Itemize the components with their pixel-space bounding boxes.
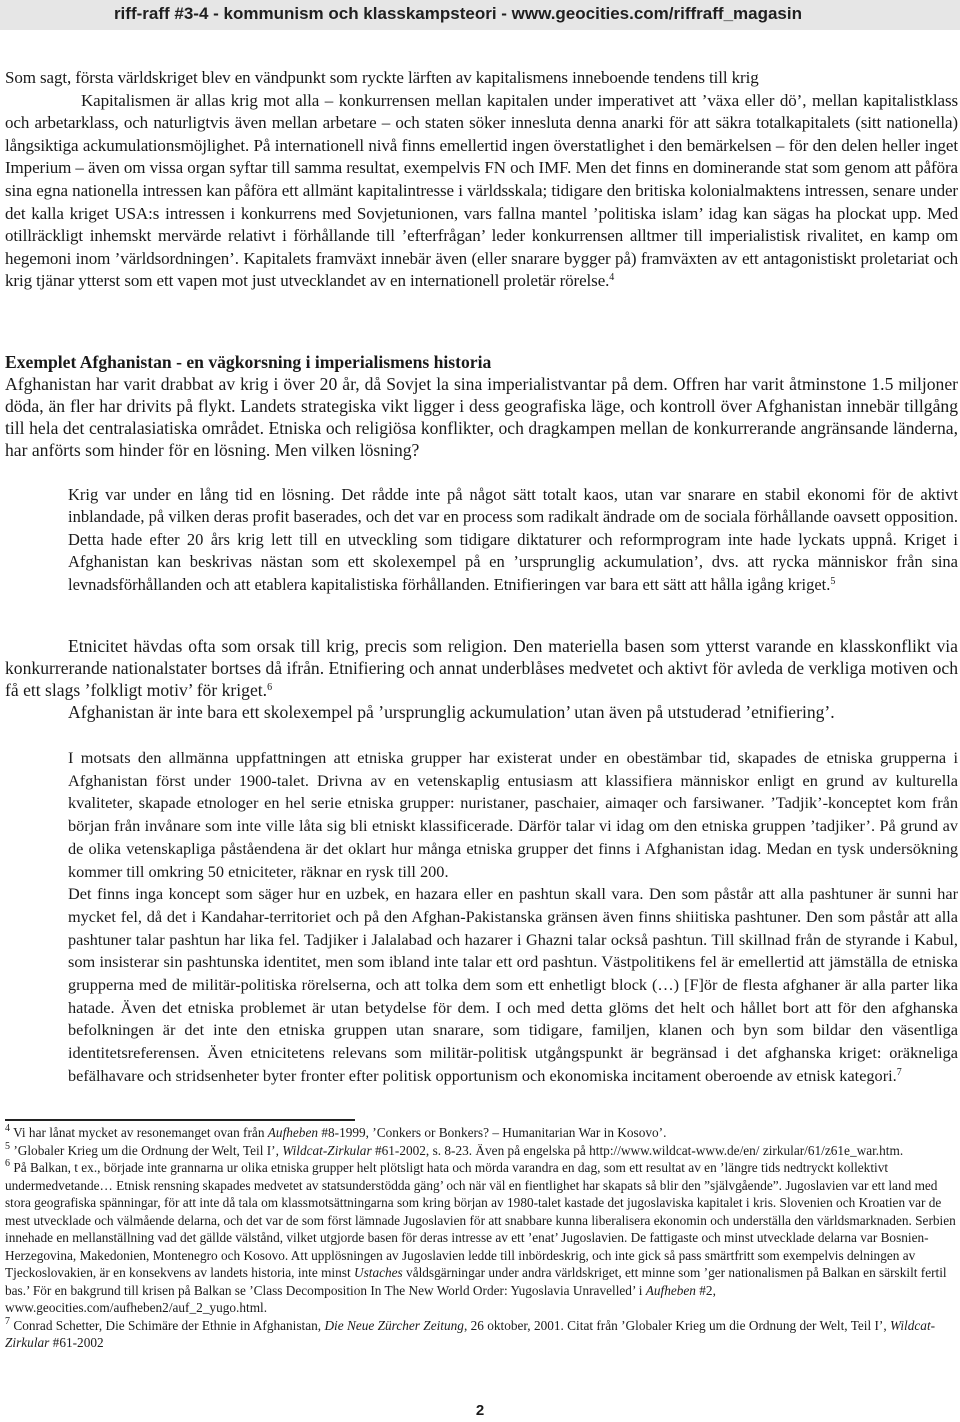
footnote-number: 4 bbox=[5, 1123, 10, 1134]
quote-motsats-text-2: Det finns inga koncept som säger hur en uzbek, en hazara eller en pashtun skall vara. Den som påstår att alla pashtuner är sunni har mycket fel, då det i Kandahar-territoriet och på den Afghan-Pakistanska gränsen även finns shiitiska pashtuner. Den som påstår att alla pashtuner talar pashtun har lika fel. Tadjiker i Jalalabad och hazarer i Ghazni talar också pashtun. Till skillnad från de styrande i Kabul, som insisterar sin pashtunska identitet, men som ibland inte talar ett ord pashtun. Västpolitikens fel är emellertid att jämställa de etniska grupperna med de militär-politiska rörelserna, och att tolka dem som ett enhetligt block (…) [F]ör de flesta afghaner är alla parter lika hatade. Även det etniska problemet är utan betydelse för dem. I och med detta glöms det helt och hållet bort att för den afghanska befolkningen är det inte den etniska gruppen utan snarare, som tidigare, familjen, klanen och byn som bildar den väsentliga identitetsreferensen. Även etnicitetens relevans som militär-politisk utgångspunkt är begränsad i det afghanska kriget: oräkneliga befälhavare och stridsenheter byter fronter efter politisk opportunism och ekonomiska incitament oberoende av etnisk kategori. bbox=[68, 884, 958, 1085]
footnote-text: #61-2002 bbox=[49, 1335, 104, 1350]
footnote-text: Vi har lånat mycket av resonemanget ovan från bbox=[13, 1125, 268, 1140]
footnote-italic: Ustaches bbox=[353, 1265, 403, 1280]
footnote-ref-5[interactable]: 5 bbox=[830, 575, 836, 587]
intro-paragraph bbox=[5, 90, 958, 293]
header-title: riff-raff #3-4 - kommunism och klasskampsteori - www.geocities.com/riffraff_magasin bbox=[113, 4, 802, 23]
footnote-text: våldsgärningar under andra världskriget, ett minne som ’ger nationalismen på Balkan en särskilt fertil bas.’ För en bakgrund till krisen på Balkan se ’Class Decomposition In The New World Order: Yugoslavia Unravelled’ i bbox=[5, 1265, 947, 1298]
section-body: Afghanistan har varit drabbat av krig i över 20 år, då Sovjet la sina imperialistvantar på dem. Offren har varit åtminstone 1.5 miljoner döda, än fler har drivits på flykt. Landets strategiska vikt ligger i dess geografiska läge, och kontroll över Afghanistan innebär tillgång till hela det centralasiatiska området. Etniska och religiösa konflikter, och dragkampen mellan de konkurrerande angränsande länderna, har anförts som hinder för en lösning. Men vilken lösning? bbox=[5, 374, 958, 460]
intro-section bbox=[5, 67, 958, 293]
intro-paragraph-text: Kapitalismen är allas krig mot alla – konkurrensen mellan kapitalen under imperativet att ’växa eller dö’, mellan kapitalistklass och arbetarklass, och naturligtvis även mellan arbetare – och staten söker innesluta denna anarki för att säkra totalkapitalets (sitt nationella) långsiktiga ackumulationsmöjlighet. På internationell nivå finns emellertid ingen överstatlighet i den bemärkelsen – för den delen heller inget Imperium – även om vissa organ syftar till samma resultat, exempelvis FN och IMF. Men det finns en dominerande stat som genom att påföra sina egna nationella intressen kan påföra ett allmänt kapitalintresse i världsskala; tidigare den britiska kolonialmaktens intressen, senare under det kalla kriget USA:s intressen i konkurrens med Sovjetunionen, vars fallna mantel ’politiska islam’ idag kan sägas ha plockat upp. Med otillräckligt inhemskt mervärde relativt i förhållande till ’efterfrågan’ leder konkurrensen alltmer till imperialistisk rivalitet, en kamp om hegemoni inom ’världsordningen’. Kapitalets framväxt innebär även (eller snarare bygger på) framväxten av ett antagonistiskt proletariat och krig tjänar ytterst som ett vapen mot just utvecklandet av en internationell proletär rörelse. bbox=[5, 90, 958, 291]
footnote-italic: Die Neue Zürcher Zeitung bbox=[324, 1317, 464, 1333]
footnote-text: ’Globaler Krieg um die Ordnung der Welt, Teil I’, bbox=[13, 1142, 283, 1158]
footnote-italic: Wildcat-Zirkular bbox=[5, 1317, 936, 1350]
quote-krig-paragraph bbox=[68, 484, 958, 596]
footnote-number: 6 bbox=[5, 1158, 10, 1169]
footnote-6 bbox=[5, 1159, 957, 1317]
quote-krig-text: Krig var under en lång tid en lösning. Det rådde inte på något sätt totalt kaos, utan var snarare en stabil ekonomi för de aktivt inblandade, på vilken deras profit baserades, och det var en process som radikalt ändrade om de sociala förhållande oavsett opposition. Detta hade efter 20 års krig lett till en utveckling som tidigare diktaturer och reformprogram inte hade lyckats uppnå. Kriget i Afghanistan kan beskrivas nästan som ett skolexempel på en ’ursprunglig ackumulation’, dvs. att rycka människor från sina levnadsförhållanden och att etablera kapitalistiska förhållanden. Etnifieringen var bara ett sätt att hålla igång kriget. bbox=[68, 485, 958, 594]
footnote-ref-6[interactable]: 6 bbox=[267, 682, 273, 693]
footnote-text: #61-2002, s. 8-23. Även på engelska på http://www.wildcat-www.de/en/ zirkular/61/z61e_war.htm. bbox=[371, 1142, 904, 1158]
footnote-ref-4[interactable]: 4 bbox=[609, 272, 615, 284]
footnote-text: #8-1999, ’Conkers or Bonkers? – Humanitarian War in Kosovo’. bbox=[318, 1125, 667, 1140]
page-number: 2 bbox=[475, 1402, 485, 1419]
footnote-italic: Aufheben bbox=[267, 1125, 319, 1140]
header-bar bbox=[0, 0, 960, 30]
footnote-7 bbox=[5, 1317, 957, 1352]
etnicitet-section bbox=[5, 635, 958, 723]
footnote-italic: Aufheben bbox=[645, 1282, 696, 1298]
footnote-number: 7 bbox=[5, 1315, 10, 1327]
footnote-ref-7[interactable]: 7 bbox=[896, 1066, 902, 1078]
footnote-text: På Balkan, t ex., började inte grannarna ur olika etniska grupper helt plötsligt hata och mörda varandra en dag, som ett resultat av en ’längre tids nedtryckt kollektivt undermedvetande… Etnisk rensning skapades medvetet av statsunderstödda gäng’ och när väl en fientlighet har skapats så blir den ”självgående”. Jugoslavien var ett land med stora geografiska spänningar, för att inte då tala om klassmotsättningarna som kring början av 1980-talet kastade det jugoslaviska kapitalet i kris. Slovenien och Kroatien var de mest utvecklade och välmående delarna, och det var de som först lämnade Jugoslavien för att snabbare kunna liberalisera ekonomin och underställa den världsmarknaden. Serbien innehade en mellanställning vad det gällde välstånd, vilket utgjorde basen för deras intresse av ett ’enat’ Jugoslavien. De fattigaste och minst utvecklade delarna var Bosnien-Herzegovina, Makedonien, Montenegro och Kosovo. Att upplösningen av Jugoslavien ledde till inbördeskrig, och inte gick så pass smärtfritt som exempelvis delningen av Tjeckoslovakien, är en konsekvens av landets historia, inte minst bbox=[5, 1160, 956, 1280]
skolexempel-text: Afghanistan är inte bara ett skolexempel på ’ursprunglig ackumulation’ utan även på utstuderad ’etnifiering’. bbox=[68, 702, 835, 722]
footnote-4 bbox=[5, 1124, 957, 1142]
footnote-5 bbox=[5, 1142, 957, 1160]
footnotes bbox=[5, 1124, 957, 1352]
block-quote-krig bbox=[68, 484, 958, 596]
intro-first-line bbox=[5, 67, 958, 90]
footnote-text: #2, www.geocities.com/aufheben2/auf_2_yugo.html. bbox=[5, 1282, 716, 1315]
afghanistan-skolexempel bbox=[5, 701, 958, 723]
etnicitet-paragraph bbox=[5, 635, 958, 701]
section-heading: Exemplet Afghanistan - en vägkorsning i imperialismens historia bbox=[5, 352, 492, 372]
footnote-italic: Wildcat-Zirkular bbox=[282, 1142, 372, 1158]
intro-first-line-text: Som sagt, första världskriget blev en vändpunkt som ryckte lärften av kapitalismens inneboende tendens till krig bbox=[5, 68, 759, 87]
footnote-divider bbox=[5, 1119, 355, 1121]
afghanistan-section bbox=[5, 351, 958, 461]
footnote-number: 5 bbox=[5, 1140, 10, 1152]
footnote-text: , 26 oktober, 2001. Citat från ’Globaler Krieg um die Ordnung der Welt, Teil I’, bbox=[463, 1317, 891, 1333]
footnote-text: Conrad Schetter, Die Schimäre der Ethnie in Afghanistan, bbox=[13, 1317, 325, 1333]
block-quote-motsats bbox=[68, 747, 958, 1088]
etnicitet-text: Etnicitet hävdas ofta som orsak till krig, precis som religion. Den materiella basen som ytterst varande en klasskonflikt via konkurrerande nationalstater bortses då ifrån. Etnifiering och annat underblåses medvetet och aktivt för avleda de verkliga motiven och få ett slags ’folkligt motiv’ för kriget. bbox=[5, 636, 958, 700]
quote-motsats-paragraph-2 bbox=[68, 883, 958, 1087]
quote-motsats-paragraph-1: I motsats den allmänna uppfattningen att etniska grupper har existerat under en obestämbar tid, skapades de etniska grupperna i Afghanistan först under 1900-talet. Drivna av en vetenskaplig entusiasm att klassifiera människor enligt en grund av kulturella kvaliteter, skapade etnologer en hel serie etniska grupper: nuristaner, paschaier, aimaqer och farsiwaner. ’Tadjik’-konceptet kom från början från invånare som inte ville låta sig bli etniskt klassificerade. Därför talar vi idag om den etniska gruppen ’tadjiker’. På grund av de olika vetenskapliga påståendena är det oklart hur många etniska grupper det finns i Afghanistan idag. Medan en tysk undersökning kommer till omkring 50 etniciteter, räknar en rysk till 200. bbox=[68, 748, 958, 881]
